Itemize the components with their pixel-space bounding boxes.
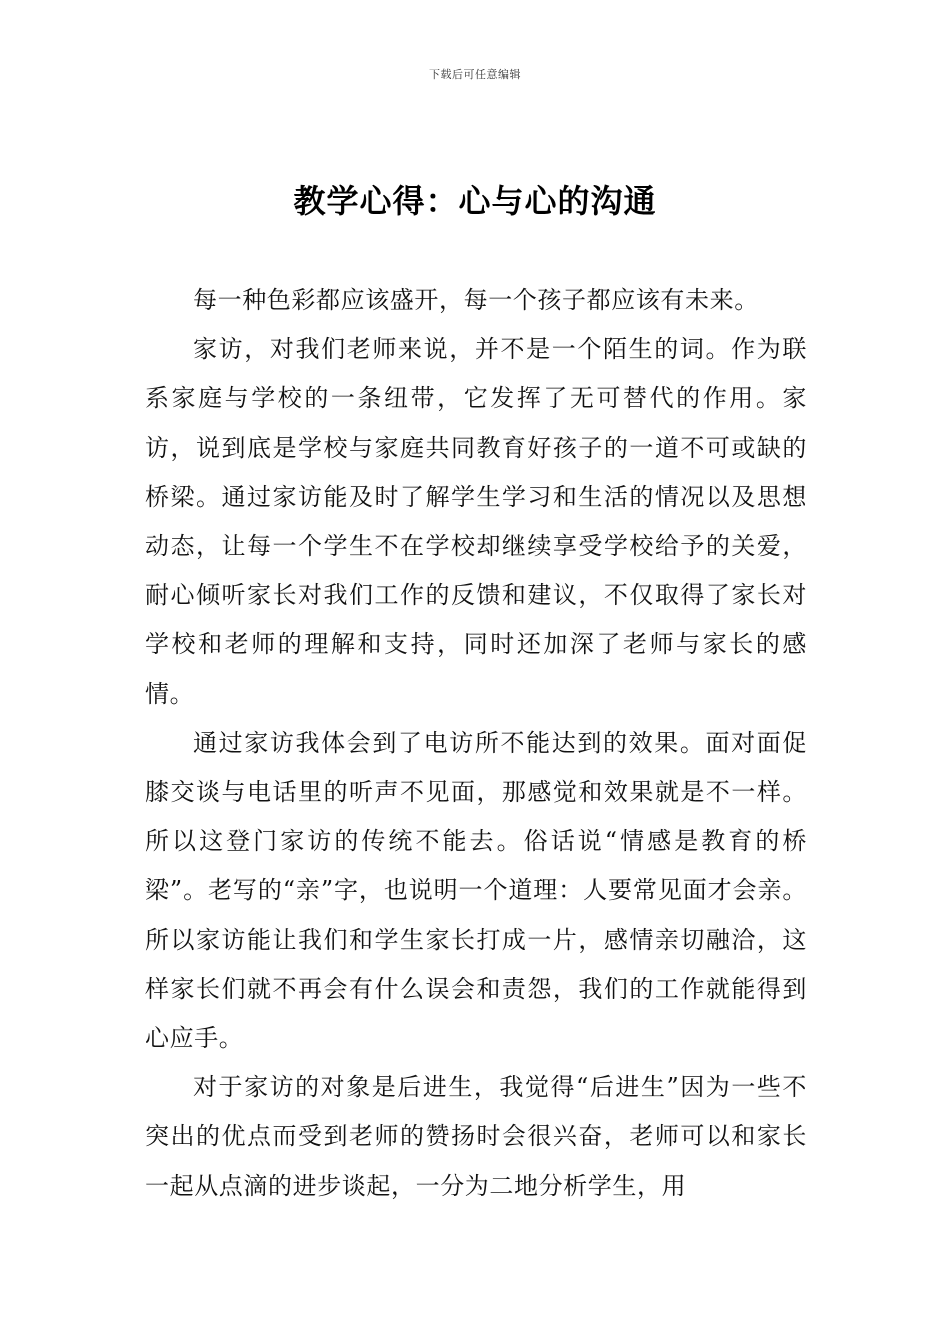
body-text <box>145 276 807 1211</box>
page-title: 教学心得：心与心的沟通 <box>293 182 657 220</box>
header-note: 下载后可任意编辑 <box>429 68 521 81</box>
paragraph-2: 家访，对我们老师来说，并不是一个陌生的词。作为联系家庭与学校的一条纽带，它发挥了无可替代的作用。家访，说到底是学校与家庭共同教育好孩子的一道不可或缺的桥梁。通过家访能及时了解学生学习和生活的情况以及思想动态，让每一个学生不在学校却继续享受学校给予的关爱，耐心倾听家长对我们工作的反馈和建议，不仅取得了家长对学校和老师的理解和支持，同时还加深了老师与家长的感情。 <box>145 335 807 708</box>
paragraph-4: 对于家访的对象是后进生，我觉得“后进生”因为一些不突出的优点而受到老师的赞扬时会很兴奋，老师可以和家长一起从点滴的进步谈起，一分为二地分析学生，用 <box>145 1073 807 1200</box>
paragraph-1: 每一种色彩都应该盛开，每一个孩子都应该有未来。 <box>193 286 759 314</box>
paragraph-3: 通过家访我体会到了电访所不能达到的效果。面对面促膝交谈与电话里的听声不见面，那感觉和效果就是不一样。所以这登门家访的传统不能去。俗话说“情感是教育的桥梁”。老写的“亲”字，也说明一个道理：人要常见面才会亲。所以家访能让我们和学生家长打成一片，感情亲切融洽，这样家长们就不再会有什么误会和责怨，我们的工作就能得到心应手。 <box>145 728 807 1053</box>
